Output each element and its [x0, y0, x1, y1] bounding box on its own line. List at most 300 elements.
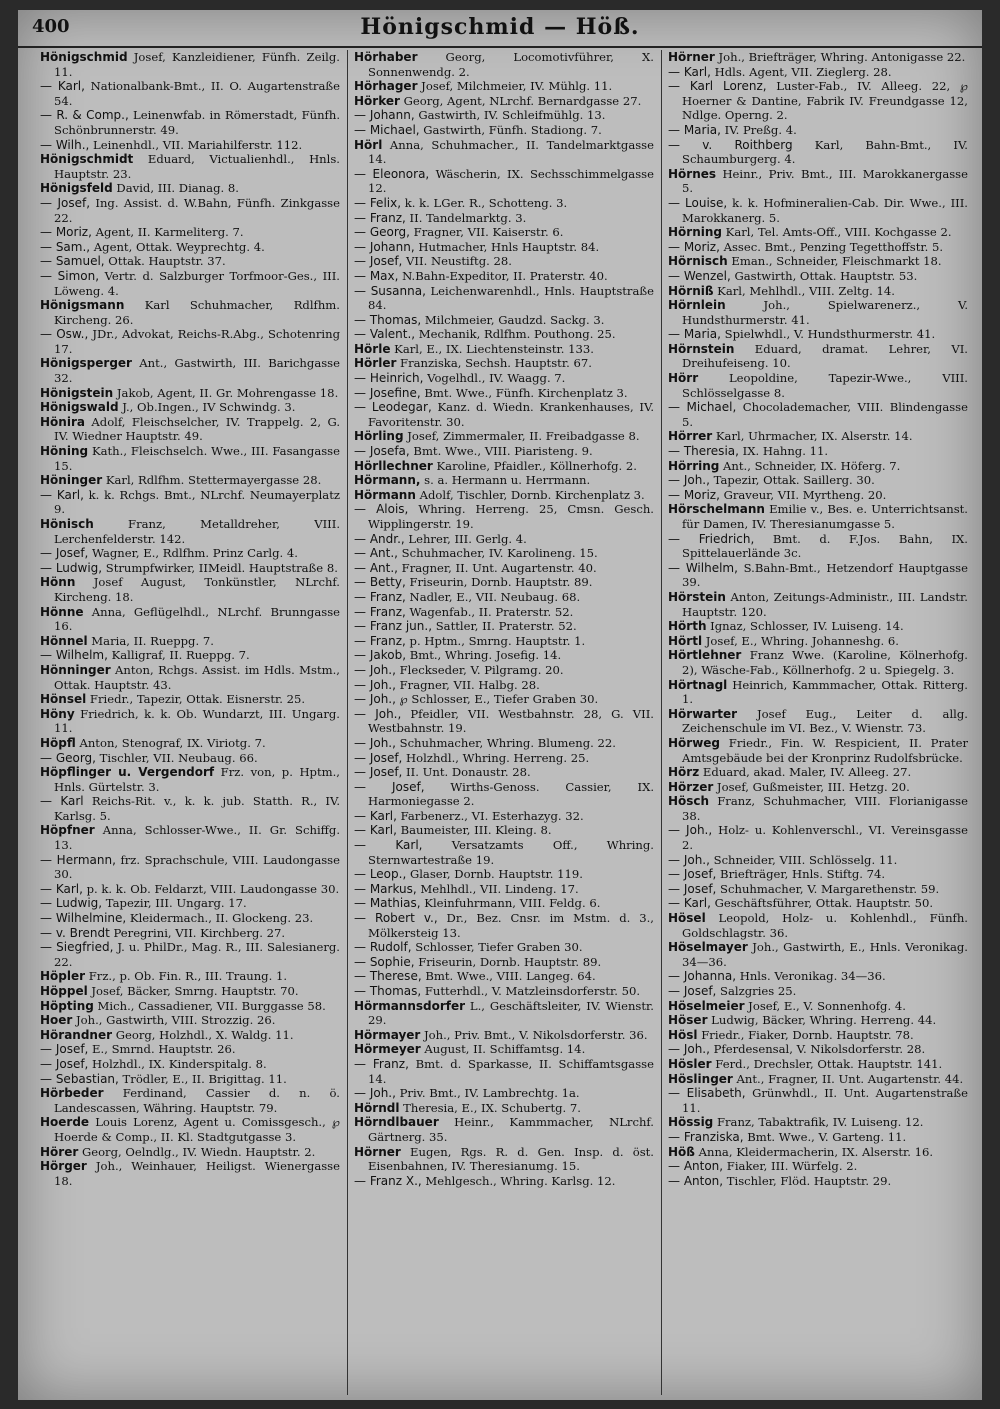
entry-details: Nadler, E., VII. Neubaug. 68. [405, 589, 581, 604]
directory-entry [40, 663, 340, 692]
entry-name: Hönigschmidt [40, 152, 134, 167]
directory-entry [668, 488, 968, 503]
entry-name: — Elisabeth, [668, 1086, 746, 1101]
directory-entry [668, 794, 968, 823]
directory-entry [354, 736, 654, 751]
entry-details: Joh., Spielwarenerz., V. Hundsthurmerstr. 41. [682, 298, 968, 327]
entry-details: Eduard, akad. Maler, IV. Alleeg. 27. [699, 765, 912, 780]
directory-entry [668, 1072, 968, 1087]
directory-entry [40, 969, 340, 984]
directory-entry [668, 1174, 968, 1189]
directory-entry [668, 1130, 968, 1145]
entry-name: — R. & Comp., [40, 108, 129, 123]
entry-details: Salzgries 25. [716, 984, 797, 998]
directory-entry [668, 50, 968, 65]
directory-entry [354, 561, 654, 576]
entry-name: — Maria, [668, 327, 721, 342]
entry-details: Vertr. d. Salzburger Torfmoor-Ges., III. Löweng. 4. [54, 268, 340, 298]
entry-name: Höpfl [40, 735, 76, 750]
entry-name: — Anton, [668, 1159, 724, 1174]
entry-details: Anna, Kleidermacherin, IX. Alserstr. 16. [694, 1144, 934, 1159]
directory-entry [354, 342, 654, 357]
entry-name: — Wilhelmine, [40, 911, 127, 926]
entry-details: Friedr., Fiaker, Dornb. Hauptstr. 78. [697, 1027, 914, 1042]
entry-details: Graveur, VII. Myrtheng. 20. [719, 487, 887, 502]
entry-name: — Franz X., [354, 1173, 422, 1188]
entry-name: Hörweg [668, 735, 721, 750]
directory-entry [40, 984, 340, 999]
directory-entry [668, 327, 968, 342]
entry-details: Mehlhdl., VII. Lindeng. 17. [416, 881, 579, 896]
entry-details: Ferdinand, Cassier d. n. ö. Landescassen, Währing. Hauptstr. 79. [54, 1086, 340, 1115]
directory-entry [40, 1013, 340, 1028]
page-header [18, 10, 982, 48]
directory-entry [354, 896, 654, 911]
entry-name: — Joh., [354, 692, 396, 707]
entry-details: Joh., Gastwirth, VIII. Strozzig. 26. [72, 1013, 276, 1028]
entry-name: — Karl, [40, 79, 85, 94]
entry-details: Josef, Kanzleidiener, Fünfh. Zeilg. 11. [54, 50, 340, 79]
entry-name: — v. Roithberg [668, 137, 793, 152]
directory-entry [668, 999, 968, 1014]
entry-details: Louis Lorenz, Agent u. Comissgesch., ℘ Hoerde & Comp., II. Kl. Stadtgutgasse 3. [54, 1115, 340, 1144]
entry-details: Anton, Rchgs. Assist. im Hdls. Mstm., Ottak. Hauptstr. 43. [54, 662, 340, 692]
directory-entry [668, 1028, 968, 1043]
directory-page [18, 10, 982, 1400]
entry-details: Bmt. Wwe., VIII. Langeg. 64. [421, 969, 596, 984]
entry-name: Hörbeder [40, 1086, 104, 1101]
entry-name: Hörth [668, 619, 707, 634]
entry-details: Spielwhdl., V. Hundsthurmerstr. 41. [720, 327, 936, 342]
entry-details: Karl, Tel. Amts-Off., VIII. Kochgasse 2. [722, 225, 952, 240]
entry-name: — Karl, [354, 808, 397, 823]
directory-entry [668, 969, 968, 984]
entry-name: Hörnstein [668, 341, 735, 356]
entry-name: Höpflinger u. Vergendorf [40, 765, 215, 780]
directory-entry [40, 50, 340, 79]
entry-name: — Josef, [354, 254, 403, 269]
entry-name: Hönigsmann [40, 298, 125, 313]
directory-entry [40, 1042, 340, 1057]
entry-details: Nationalbank-Bmt., II. O. Augartenstraße 54. [54, 79, 340, 108]
directory-entry [40, 999, 340, 1014]
directory-entry [354, 211, 654, 226]
entry-name: — Johann, [354, 239, 415, 254]
entry-details: Bmt. Wwe., V. Garteng. 11. [743, 1129, 907, 1144]
entry-name: Hörhager [354, 79, 418, 94]
directory-entry [354, 459, 654, 474]
entry-details: Georg, Holzhdl., X. Waldg. 11. [112, 1027, 294, 1042]
entry-details: Hnls. Veronikag. 34—36. [736, 969, 886, 984]
entry-name: Hörrer [668, 429, 713, 444]
entry-name: — Joh., [354, 662, 396, 677]
entry-name: — Georg, [354, 225, 410, 240]
entry-details: Tischler, Flöd. Hauptstr. 29. [723, 1173, 892, 1188]
directory-entry [668, 648, 968, 677]
entry-details: David, III. Dianag. 8. [112, 181, 239, 196]
entry-details: Franz Wwe. (Karoline, Kölnerhofg. 2), Wäsche-Fab., Köllnerhofg. 2 u. Spiegelg. 3. [682, 648, 968, 677]
directory-entry [668, 254, 968, 269]
directory-entry [354, 707, 654, 736]
entry-details: Versatzamts Off., Whring. Sternwartestraße 19. [368, 838, 654, 867]
entry-details: S.Bahn-Bmt., Hetzendorf Hauptgasse 39. [682, 560, 968, 590]
entry-details: Adolf, Tischler, Dornb. Kirchenplatz 3. [415, 487, 645, 502]
entry-name: Hörz [668, 765, 700, 780]
entry-name: Höß [668, 1144, 695, 1159]
entry-details: Bmt., Whring. Josefig. 14. [406, 648, 562, 663]
entry-name: — Wilhelm, [40, 648, 108, 663]
entry-details: Franz, Metalldreher, VIII. Lerchenfelderstr. 142. [54, 517, 340, 546]
directory-entry [668, 1057, 968, 1072]
entry-name: — Joh., [668, 823, 713, 838]
entry-name: — Simon, [40, 268, 100, 283]
directory-entry [354, 240, 654, 255]
directory-entry [668, 444, 968, 459]
entry-name: Hoer [40, 1013, 73, 1028]
directory-entry [40, 882, 340, 897]
directory-entry [354, 590, 654, 605]
directory-entry [668, 853, 968, 868]
entry-details: Karl, Mehlhdl., VIII. Zeltg. 14. [713, 283, 895, 298]
directory-entry [668, 342, 968, 371]
entry-details: L., Geschäftsleiter, IV. Wienstr. 29. [368, 998, 654, 1028]
entry-name: — Karl, [40, 487, 84, 502]
directory-entry [668, 371, 968, 400]
entry-details: Kalligraf, II. Rueppg. 7. [107, 648, 250, 663]
entry-details: Josef, E., V. Sonnenhofg. 4. [744, 998, 906, 1013]
entry-details: Whring. Herreng. 25, Cmsn. Gesch. Wipplingerstr. 19. [368, 502, 654, 531]
directory-entry [354, 254, 654, 269]
entry-name: — Franz, [354, 589, 406, 604]
directory-entry [668, 269, 968, 284]
directory-entry [354, 79, 654, 94]
directory-entry [354, 634, 654, 649]
entry-name: — Joh., [668, 852, 710, 867]
directory-entry [668, 940, 968, 969]
directory-entry [40, 794, 340, 823]
entry-details: Karl, Bahn-Bmt., IV. Schaumburgerg. 4. [682, 137, 968, 167]
directory-entry [668, 619, 968, 634]
entry-details: JDr., Advokat, Reichs-R.Abg., Schotenring 17. [54, 327, 340, 356]
entry-details: Kleidermach., II. Glockeng. 23. [126, 911, 314, 926]
entry-details: Gastwirth, IV. Schleifmühlg. 13. [414, 108, 606, 123]
entry-name: Hösler [668, 1056, 712, 1071]
entry-name: Hörtnagl [668, 677, 728, 692]
directory-entry [354, 1115, 654, 1144]
directory-entry [668, 79, 968, 123]
entry-name: — Friedrich, [668, 531, 755, 546]
entry-details: Theresia, E., IX. Schubertg. 7. [399, 1100, 581, 1115]
entry-name: — Karl, [354, 823, 397, 838]
directory-entry [668, 65, 968, 80]
entry-name: — Betty, [354, 575, 406, 590]
entry-name: — Josef, [40, 546, 89, 561]
entry-details: Karl, Uhrmacher, IX. Alserstr. 14. [712, 429, 913, 444]
entry-details: p. k. k. Ob. Feldarzt, VIII. Laudongasse 30. [82, 881, 340, 896]
directory-entry [40, 561, 340, 576]
directory-entry [354, 313, 654, 328]
directory-entry [668, 780, 968, 795]
entry-name: — Sam., [40, 239, 91, 254]
entry-name: Hörmannsdorfer [354, 998, 466, 1013]
entry-details: Mehlgesch., Whring. Karlsg. 12. [421, 1173, 616, 1188]
directory-entry [354, 532, 654, 547]
directory-entry [40, 736, 340, 751]
entry-details: Dr., Bez. Cnsr. im Mstm. d. 3., Mölkersteig 13. [368, 911, 654, 940]
entry-details: Luster-Fab., IV. Alleeg. 22, ℘ Hoerner & Dantine, Fabrik IV. Freundgasse 12, Ndlge. Operng. 2. [682, 79, 968, 123]
directory-entry [40, 1028, 340, 1043]
entry-name: Höpting [40, 998, 94, 1013]
directory-entry [40, 896, 340, 911]
directory-entry [40, 911, 340, 926]
entry-name: Höninger [40, 473, 103, 488]
entry-details: Futterhdl., V. Matzleinsdorferstr. 50. [421, 984, 641, 998]
directory-entry [354, 386, 654, 401]
entry-name: — Eleonora, [354, 166, 430, 181]
entry-details: Peregrini, VII. Kirchberg. 27. [109, 925, 286, 940]
entry-name: Höpler [40, 969, 86, 984]
entry-name: — Heinrich, [354, 371, 424, 386]
entry-details: Eduard, Victualienhdl., Hnls. Hauptstr. 23. [54, 152, 340, 181]
entry-name: — Robert v., [354, 911, 438, 926]
entry-details: Hutmacher, Hnls Hauptstr. 84. [414, 239, 600, 254]
entry-name: Hörmeyer [354, 1042, 421, 1057]
entry-details: Holzhdl., Whring. Herreng. 25. [402, 750, 590, 765]
entry-name: — Wilhelm, [668, 560, 738, 575]
entry-details: Glaser, Dornb. Hauptstr. 119. [406, 867, 583, 882]
directory-entry [668, 196, 968, 225]
entry-name: — Georg, [40, 750, 96, 765]
entry-details: Georg, Agent, NLrchf. Bernardgasse 27. [399, 93, 642, 108]
entry-name: — Josef, [40, 1042, 89, 1057]
directory-entry [354, 444, 654, 459]
entry-details: Ing. Assist. d. W.Bahn, Fünfh. Zinkgasse 22. [54, 195, 340, 225]
entry-details: Fragner, II. Unt. Augartenstr. 40. [397, 560, 597, 575]
entry-details: N.Bahn-Expeditor, II. Praterstr. 40. [398, 268, 608, 283]
directory-entry [40, 152, 340, 181]
entry-name: — Thomas, [354, 312, 422, 327]
entry-name: Hörling [354, 429, 404, 444]
entry-name: — Maria, [668, 122, 721, 137]
entry-name: Hörwarter [668, 706, 738, 721]
entry-details: Reichs-Rit. v., k. k. jub. Statth. R., IV. Karlsg. 5. [54, 794, 340, 823]
directory-entry [40, 1115, 340, 1144]
entry-details: Kleinfuhrmann, VIII. Feldg. 6. [420, 896, 601, 911]
entry-name: — Markus, [354, 881, 417, 896]
entry-details: Vogelhdl., IV. Waagg. 7. [423, 371, 566, 386]
entry-name: Hörer [40, 1144, 79, 1159]
directory-entry [40, 400, 340, 415]
entry-name: — Karl, [354, 838, 423, 853]
entry-name: — Josef, [40, 1056, 89, 1071]
entry-details: Karl Schuhmacher, Rdlfhm. Kircheng. 26. [54, 298, 340, 327]
directory-entry [354, 1042, 654, 1057]
directory-entry [354, 619, 654, 634]
entry-name: Hönira [40, 414, 85, 429]
directory-entry [354, 138, 654, 167]
directory-entry [354, 284, 654, 313]
entry-details: Fleckseder, V. Pilgramg. 20. [395, 662, 564, 677]
directory-entry [668, 590, 968, 619]
column-divider [661, 50, 662, 1395]
entry-details: Schuhmacher, IV. Karolineng. 15. [397, 546, 598, 561]
entry-details: August, II. Schiffamtsg. 14. [420, 1042, 586, 1057]
entry-details: Joh., Weinhauer, Heiligst. Wienergasse 18. [54, 1159, 340, 1188]
entry-name: Hönigschmid [40, 50, 128, 64]
entry-name: Hörtl [668, 633, 703, 648]
directory-entry [354, 225, 654, 240]
entry-details: Chocolademacher, VIII. Blindengasse 5. [682, 400, 968, 429]
entry-name: — Joh., [354, 706, 402, 721]
entry-name: — Franz, [354, 604, 406, 619]
entry-name: Hörnes [668, 166, 717, 181]
entry-details: Leichenwarenhdl., Hnls. Hauptstraße 84. [368, 283, 654, 313]
directory-entry [668, 1086, 968, 1115]
entry-name: — Siegfried, [40, 940, 114, 955]
directory-entry [668, 896, 968, 911]
entry-name: — Joh., [668, 1042, 710, 1057]
entry-details: Kanz. d. Wiedn. Krankenhauses, IV. Favoritenstr. 30. [368, 400, 654, 429]
directory-entry [354, 663, 654, 678]
entry-details: Ottak. Hauptstr. 37. [104, 254, 226, 269]
entry-details: Gastwirth, Ottak. Hauptstr. 53. [730, 268, 918, 283]
entry-details: Georg, Locomotivführer, X. Sonnenwendg. 2. [368, 50, 654, 79]
entry-name: Hörle [354, 341, 391, 356]
directory-entry [668, 1115, 968, 1130]
entry-details: Hdls. Agent, VII. Zieglerg. 28. [710, 64, 892, 79]
directory-entry [40, 517, 340, 546]
entry-name: — Josef, [668, 867, 717, 882]
directory-entry [40, 634, 340, 649]
entry-name: — Franz, [354, 210, 406, 225]
entry-details: VII. Neustiftg. 28. [402, 254, 512, 269]
entry-details: Franz, Tabaktrafik, IV. Luiseng. 12. [713, 1115, 924, 1130]
entry-details: Friseurin, Dornb. Hauptstr. 89. [414, 954, 602, 969]
directory-entry [668, 911, 968, 940]
entry-details: Karl, Rdlfhm. Stettermayergasse 28. [102, 473, 322, 488]
entry-name: Hörmann, [354, 473, 421, 488]
column-1 [40, 50, 340, 1395]
entry-details: Mich., Cassadiener, VII. Burggasse 58. [93, 998, 326, 1013]
entry-details: Bmt. d. Sparkasse, II. Schiffamtsgasse 14. [368, 1056, 654, 1086]
directory-entry [40, 546, 340, 561]
entry-details: Mechanik, Rdlfhm. Pouthong. 25. [415, 327, 616, 342]
entry-details: p. Hptm., Smrng. Hauptstr. 1. [405, 633, 586, 648]
entry-details: Tischler, VII. Neubaug. 66. [96, 750, 258, 765]
entry-name: Hörmann [354, 487, 416, 502]
directory-entry [668, 473, 968, 488]
entry-name: Hönn [40, 575, 76, 590]
directory-entry [668, 284, 968, 299]
entry-name: — Joh., [668, 473, 710, 488]
directory-entry [354, 1028, 654, 1043]
entry-name: — Rudolf, [354, 940, 412, 955]
entry-details: Josef, Zimmermaler, II. Freibadgasse 8. [403, 429, 640, 444]
entry-name: — Susanna, [354, 283, 426, 298]
directory-entry [354, 546, 654, 561]
entry-name: — Karl [40, 794, 84, 809]
entry-details: Leopold, Holz- u. Kohlenhdl., Fünfh. Goldschlagstr. 36. [682, 911, 968, 940]
entry-name: Hörr [668, 371, 699, 386]
entry-details: ℘ Schlosser, E., Tiefer Graben 30. [395, 692, 599, 707]
directory-entry [354, 940, 654, 955]
entry-name: Hörndl [354, 1100, 400, 1115]
directory-entry [40, 765, 340, 794]
entry-name: — Mathias, [354, 896, 421, 911]
directory-entry [40, 444, 340, 473]
entry-name: — Wilh., [40, 137, 90, 152]
entry-name: — Karl Lorenz, [668, 79, 767, 94]
entry-details: Josef, Milchmeier, IV. Mühlg. 11. [417, 79, 613, 94]
directory-entry [354, 969, 654, 984]
entry-name: Hörandner [40, 1027, 113, 1042]
directory-entry [40, 853, 340, 882]
directory-entry [668, 561, 968, 590]
directory-entry [40, 940, 340, 969]
entry-name: — Felix, [354, 195, 402, 210]
entry-name: — Johanna, [668, 969, 737, 984]
entry-details: Gastwirth, Fünfh. Stadiong. 7. [419, 122, 602, 137]
directory-entry [40, 1072, 340, 1087]
entry-details: Leopoldine, Tapezir-Wwe., VIII. Schlösselgasse 8. [682, 371, 968, 400]
directory-entry [668, 459, 968, 474]
entry-name: Hörnlein [668, 298, 726, 313]
entry-name: — Josef, [668, 881, 717, 896]
entry-details: Joh., Gastwirth, E., Hnls. Veronikag. 34—36. [682, 940, 968, 969]
entry-details: II. Unt. Donaustr. 28. [402, 765, 531, 780]
directory-entry [354, 882, 654, 897]
entry-name: — Valent., [354, 327, 416, 342]
directory-entry [40, 1057, 340, 1072]
directory-entry [40, 181, 340, 196]
directory-entry [40, 298, 340, 327]
entry-details: Schlosser, Tiefer Graben 30. [411, 940, 583, 955]
directory-entry [668, 1145, 968, 1160]
directory-entry [354, 473, 654, 488]
directory-entry [668, 502, 968, 531]
entry-name: Hönninger [40, 662, 111, 677]
directory-entry [40, 415, 340, 444]
entry-details: Ignaz, Schlosser, IV. Luiseng. 14. [706, 619, 904, 634]
entry-details: Lehrer, III. Gerlg. 4. [404, 531, 527, 546]
column-2 [354, 50, 654, 1395]
entry-details: Josef August, Tonkünstler, NLrchf. Kircheng. 18. [54, 575, 340, 604]
directory-entry [668, 867, 968, 882]
entry-name: — Josef, [354, 779, 425, 794]
entry-details: Wirths-Genoss. Cassier, IX. Harmoniegasse 2. [368, 779, 654, 809]
entry-name: — Thomas, [354, 984, 422, 998]
directory-entry [354, 1086, 654, 1101]
entry-name: — Ludwig, [40, 560, 103, 575]
entry-details: Agent, II. Karmeliterg. 7. [91, 225, 244, 240]
entry-details: Holzhdl., IX. Kinderspitalg. 8. [88, 1056, 267, 1071]
entry-name: — Josefa, [354, 444, 410, 459]
directory-entry [40, 240, 340, 255]
entry-details: Tapezir, III. Ungarg. 17. [102, 896, 247, 911]
entry-details: Fragner, VII. Halbg. 28. [395, 677, 540, 692]
entry-details: Holz- u. Kohlenverschl., VI. Vereinsgasse 2. [682, 823, 968, 853]
directory-entry [40, 648, 340, 663]
entry-details: Eugen, Rgs. R. d. Gen. Insp. d. öst. Eisenbahnen, IV. Theresianumg. 15. [368, 1144, 654, 1174]
directory-entry [40, 575, 340, 604]
directory-entry [354, 50, 654, 79]
entry-details: Schuhmacher, V. Margarethenstr. 59. [716, 881, 940, 896]
directory-entry [668, 1013, 968, 1028]
entry-details: Schneider, VIII. Schlösselg. 11. [709, 852, 898, 867]
entry-details: Franziska, Sechsh. Hauptstr. 67. [396, 356, 592, 371]
entry-details: E., Smrnd. Hauptstr. 26. [88, 1042, 236, 1057]
directory-entry [354, 400, 654, 429]
